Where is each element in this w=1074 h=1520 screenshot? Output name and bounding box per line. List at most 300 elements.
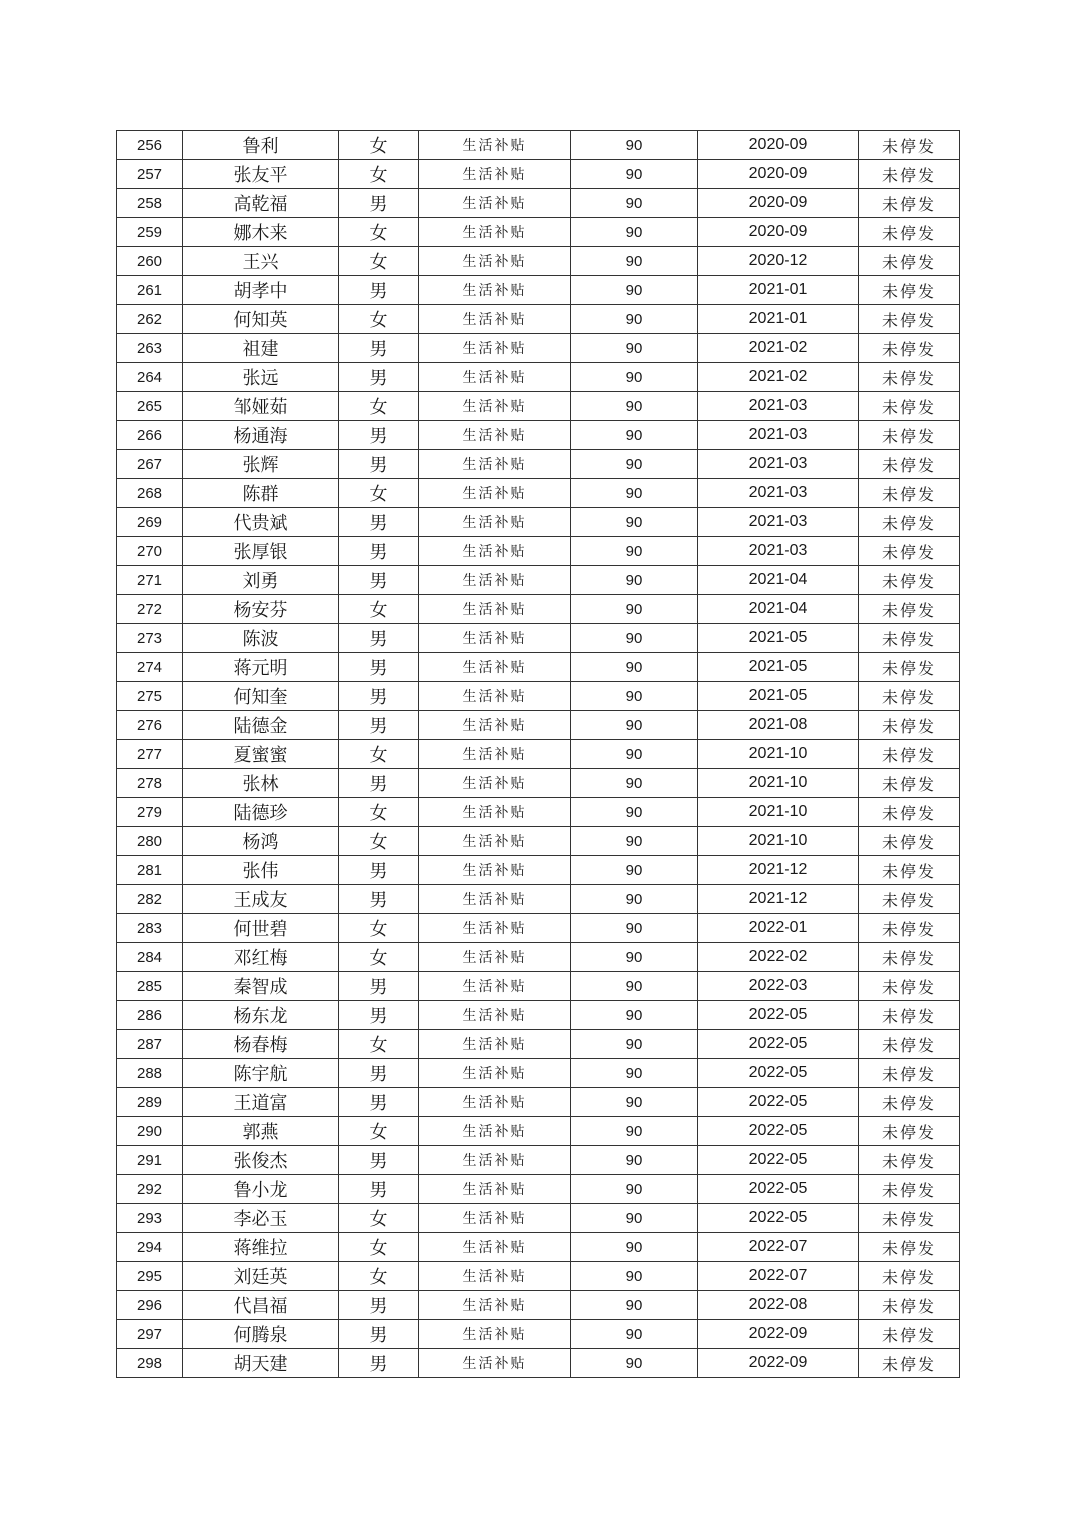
row-number: 269 [117,508,183,537]
row-number: 292 [117,1175,183,1204]
table-row [117,827,960,856]
subsidy-type: 生活补贴 [419,1175,571,1204]
start-date: 2021-03 [698,450,859,479]
table-row [117,421,960,450]
gender-cell: 男 [339,1146,419,1175]
subsidy-amount: 90 [571,537,698,566]
payment-status: 未停发 [859,1262,960,1291]
subsidy-amount: 90 [571,1030,698,1059]
subsidy-type: 生活补贴 [419,218,571,247]
start-date: 2020-12 [698,247,859,276]
person-name: 张厚银 [183,537,339,566]
subsidy-amount: 90 [571,189,698,218]
row-number: 262 [117,305,183,334]
row-number: 293 [117,1204,183,1233]
payment-status: 未停发 [859,1117,960,1146]
subsidy-amount: 90 [571,247,698,276]
subsidy-amount: 90 [571,711,698,740]
subsidy-amount: 90 [571,1233,698,1262]
payment-status: 未停发 [859,885,960,914]
person-name: 陆德珍 [183,798,339,827]
subsidy-amount: 90 [571,1001,698,1030]
subsidy-type: 生活补贴 [419,653,571,682]
subsidy-amount: 90 [571,943,698,972]
start-date: 2022-05 [698,1175,859,1204]
subsidy-amount: 90 [571,218,698,247]
payment-status: 未停发 [859,1030,960,1059]
subsidy-amount: 90 [571,1204,698,1233]
start-date: 2021-04 [698,566,859,595]
start-date: 2022-05 [698,1030,859,1059]
row-number: 295 [117,1262,183,1291]
payment-status: 未停发 [859,972,960,1001]
row-number: 296 [117,1291,183,1320]
table-row [117,305,960,334]
start-date: 2021-03 [698,508,859,537]
start-date: 2022-05 [698,1146,859,1175]
person-name: 何世碧 [183,914,339,943]
start-date: 2022-07 [698,1233,859,1262]
person-name: 杨通海 [183,421,339,450]
payment-status: 未停发 [859,363,960,392]
gender-cell: 男 [339,537,419,566]
table-row [117,392,960,421]
row-number: 266 [117,421,183,450]
table-row [117,334,960,363]
table-row [117,1117,960,1146]
subsidy-amount: 90 [571,276,698,305]
gender-cell: 男 [339,769,419,798]
subsidy-type: 生活补贴 [419,247,571,276]
subsidy-amount: 90 [571,1349,698,1378]
gender-cell: 女 [339,305,419,334]
subsidy-type: 生活补贴 [419,1349,571,1378]
payment-status: 未停发 [859,392,960,421]
table-row [117,653,960,682]
start-date: 2021-03 [698,421,859,450]
table-row [117,508,960,537]
payment-status: 未停发 [859,276,960,305]
subsidy-amount: 90 [571,566,698,595]
subsidy-amount: 90 [571,682,698,711]
row-number: 273 [117,624,183,653]
person-name: 陆德金 [183,711,339,740]
subsidy-type: 生活补贴 [419,682,571,711]
subsidy-amount: 90 [571,1146,698,1175]
person-name: 张辉 [183,450,339,479]
start-date: 2020-09 [698,189,859,218]
payment-status: 未停发 [859,247,960,276]
payment-status: 未停发 [859,1204,960,1233]
row-number: 261 [117,276,183,305]
table-row [117,1059,960,1088]
subsidy-type: 生活补贴 [419,450,571,479]
payment-status: 未停发 [859,1175,960,1204]
row-number: 284 [117,943,183,972]
table-row [117,189,960,218]
payment-status: 未停发 [859,305,960,334]
row-number: 267 [117,450,183,479]
subsidy-type: 生活补贴 [419,566,571,595]
gender-cell: 男 [339,885,419,914]
person-name: 高乾福 [183,189,339,218]
table-row [117,943,960,972]
start-date: 2021-04 [698,595,859,624]
subsidy-amount: 90 [571,1117,698,1146]
table-row [117,1349,960,1378]
subsidy-amount: 90 [571,508,698,537]
person-name: 鲁小龙 [183,1175,339,1204]
row-number: 298 [117,1349,183,1378]
payment-status: 未停发 [859,479,960,508]
start-date: 2021-10 [698,798,859,827]
row-number: 290 [117,1117,183,1146]
gender-cell: 男 [339,972,419,1001]
payment-status: 未停发 [859,856,960,885]
subsidy-type: 生活补贴 [419,1001,571,1030]
row-number: 271 [117,566,183,595]
person-name: 王成友 [183,885,339,914]
subsidy-amount: 90 [571,769,698,798]
table-row [117,624,960,653]
person-name: 杨鸿 [183,827,339,856]
subsidy-amount: 90 [571,479,698,508]
subsidy-type: 生活补贴 [419,827,571,856]
row-number: 272 [117,595,183,624]
subsidy-type: 生活补贴 [419,1030,571,1059]
row-number: 283 [117,914,183,943]
subsidy-type: 生活补贴 [419,972,571,1001]
gender-cell: 男 [339,1059,419,1088]
table-row [117,711,960,740]
row-number: 268 [117,479,183,508]
start-date: 2021-01 [698,305,859,334]
person-name: 夏蜜蜜 [183,740,339,769]
table-row [117,1291,960,1320]
gender-cell: 男 [339,624,419,653]
subsidy-type: 生活补贴 [419,508,571,537]
person-name: 李必玉 [183,1204,339,1233]
person-name: 张俊杰 [183,1146,339,1175]
start-date: 2022-08 [698,1291,859,1320]
payment-status: 未停发 [859,827,960,856]
row-number: 264 [117,363,183,392]
row-number: 278 [117,769,183,798]
subsidy-type: 生活补贴 [419,1088,571,1117]
row-number: 260 [117,247,183,276]
gender-cell: 女 [339,1262,419,1291]
subsidy-type: 生活补贴 [419,1291,571,1320]
person-name: 娜木来 [183,218,339,247]
start-date: 2021-08 [698,711,859,740]
start-date: 2020-09 [698,131,859,160]
table-row [117,682,960,711]
table-row [117,276,960,305]
subsidy-amount: 90 [571,305,698,334]
gender-cell: 女 [339,218,419,247]
payment-status: 未停发 [859,595,960,624]
row-number: 256 [117,131,183,160]
payment-status: 未停发 [859,798,960,827]
person-name: 张远 [183,363,339,392]
gender-cell: 男 [339,276,419,305]
gender-cell: 女 [339,943,419,972]
subsidy-amount: 90 [571,798,698,827]
subsidy-amount: 90 [571,914,698,943]
start-date: 2021-05 [698,624,859,653]
person-name: 蒋维拉 [183,1233,339,1262]
row-number: 287 [117,1030,183,1059]
gender-cell: 男 [339,711,419,740]
gender-cell: 女 [339,827,419,856]
table-row [117,914,960,943]
gender-cell: 男 [339,421,419,450]
gender-cell: 男 [339,682,419,711]
subsidy-type: 生活补贴 [419,1204,571,1233]
row-number: 258 [117,189,183,218]
person-name: 代贵斌 [183,508,339,537]
table-row [117,537,960,566]
subsidy-type: 生活补贴 [419,769,571,798]
person-name: 张友平 [183,160,339,189]
row-number: 275 [117,682,183,711]
table-row [117,740,960,769]
payment-status: 未停发 [859,1088,960,1117]
subsidy-type: 生活补贴 [419,189,571,218]
start-date: 2022-03 [698,972,859,1001]
subsidy-type: 生活补贴 [419,131,571,160]
gender-cell: 女 [339,392,419,421]
table-row [117,1175,960,1204]
gender-cell: 男 [339,856,419,885]
gender-cell: 女 [339,1117,419,1146]
roster-body [117,131,960,1378]
subsidy-type: 生活补贴 [419,1233,571,1262]
person-name: 秦智成 [183,972,339,1001]
payment-status: 未停发 [859,1001,960,1030]
gender-cell: 女 [339,1233,419,1262]
start-date: 2022-09 [698,1349,859,1378]
gender-cell: 男 [339,189,419,218]
payment-status: 未停发 [859,566,960,595]
subsidy-type: 生活补贴 [419,160,571,189]
table-row [117,1001,960,1030]
payment-status: 未停发 [859,1291,960,1320]
start-date: 2022-01 [698,914,859,943]
subsidy-amount: 90 [571,1291,698,1320]
gender-cell: 女 [339,798,419,827]
start-date: 2020-09 [698,160,859,189]
table-row [117,247,960,276]
person-name: 邹娅茹 [183,392,339,421]
subsidy-amount: 90 [571,334,698,363]
subsidy-type: 生活补贴 [419,1262,571,1291]
payment-status: 未停发 [859,131,960,160]
subsidy-type: 生活补贴 [419,1117,571,1146]
gender-cell: 男 [339,1001,419,1030]
person-name: 胡孝中 [183,276,339,305]
person-name: 陈波 [183,624,339,653]
person-name: 陈宇航 [183,1059,339,1088]
gender-cell: 女 [339,131,419,160]
person-name: 杨安芬 [183,595,339,624]
gender-cell: 女 [339,160,419,189]
subsidy-type: 生活补贴 [419,798,571,827]
subsidy-type: 生活补贴 [419,479,571,508]
start-date: 2022-05 [698,1088,859,1117]
subsidy-amount: 90 [571,363,698,392]
person-name: 蒋元明 [183,653,339,682]
subsidy-type: 生活补贴 [419,943,571,972]
gender-cell: 男 [339,653,419,682]
person-name: 祖建 [183,334,339,363]
table-row [117,160,960,189]
row-number: 291 [117,1146,183,1175]
start-date: 2021-12 [698,856,859,885]
table-row [117,363,960,392]
start-date: 2022-09 [698,1320,859,1349]
start-date: 2021-03 [698,537,859,566]
subsidy-type: 生活补贴 [419,856,571,885]
payment-status: 未停发 [859,450,960,479]
start-date: 2022-05 [698,1204,859,1233]
start-date: 2021-12 [698,885,859,914]
table-row [117,1030,960,1059]
row-number: 263 [117,334,183,363]
person-name: 陈群 [183,479,339,508]
subsidy-amount: 90 [571,885,698,914]
gender-cell: 男 [339,334,419,363]
row-number: 265 [117,392,183,421]
person-name: 何腾泉 [183,1320,339,1349]
subsidy-amount: 90 [571,392,698,421]
person-name: 杨东龙 [183,1001,339,1030]
subsidy-type: 生活补贴 [419,740,571,769]
start-date: 2021-01 [698,276,859,305]
payment-status: 未停发 [859,653,960,682]
person-name: 王道富 [183,1088,339,1117]
table-row [117,479,960,508]
subsidy-type: 生活补贴 [419,334,571,363]
payment-status: 未停发 [859,160,960,189]
row-number: 281 [117,856,183,885]
subsidy-type: 生活补贴 [419,305,571,334]
person-name: 杨春梅 [183,1030,339,1059]
payment-status: 未停发 [859,711,960,740]
table-row [117,566,960,595]
subsidy-amount: 90 [571,450,698,479]
subsidy-type: 生活补贴 [419,276,571,305]
subsidy-amount: 90 [571,856,698,885]
payment-status: 未停发 [859,769,960,798]
start-date: 2021-02 [698,363,859,392]
person-name: 胡天建 [183,1349,339,1378]
payment-status: 未停发 [859,421,960,450]
row-number: 270 [117,537,183,566]
row-number: 279 [117,798,183,827]
subsidy-amount: 90 [571,1320,698,1349]
person-name: 鲁利 [183,131,339,160]
row-number: 286 [117,1001,183,1030]
subsidy-type: 生活补贴 [419,1059,571,1088]
gender-cell: 女 [339,1030,419,1059]
subsidy-amount: 90 [571,421,698,450]
subsidy-amount: 90 [571,595,698,624]
subsidy-amount: 90 [571,131,698,160]
payment-status: 未停发 [859,943,960,972]
subsidy-type: 生活补贴 [419,392,571,421]
table-row [117,450,960,479]
subsidy-type: 生活补贴 [419,537,571,566]
subsidy-amount: 90 [571,740,698,769]
gender-cell: 男 [339,508,419,537]
row-number: 294 [117,1233,183,1262]
table-row [117,1262,960,1291]
payment-status: 未停发 [859,189,960,218]
subsidy-type: 生活补贴 [419,624,571,653]
person-name: 刘廷英 [183,1262,339,1291]
gender-cell: 女 [339,740,419,769]
subsidy-amount: 90 [571,827,698,856]
payment-status: 未停发 [859,682,960,711]
start-date: 2021-10 [698,827,859,856]
payment-status: 未停发 [859,508,960,537]
person-name: 张伟 [183,856,339,885]
row-number: 282 [117,885,183,914]
row-number: 297 [117,1320,183,1349]
gender-cell: 男 [339,363,419,392]
row-number: 259 [117,218,183,247]
subsidy-type: 生活补贴 [419,1146,571,1175]
start-date: 2021-03 [698,479,859,508]
subsidy-amount: 90 [571,160,698,189]
person-name: 邓红梅 [183,943,339,972]
person-name: 何知英 [183,305,339,334]
subsidy-type: 生活补贴 [419,421,571,450]
gender-cell: 男 [339,1175,419,1204]
payment-status: 未停发 [859,740,960,769]
person-name: 何知奎 [183,682,339,711]
subsidy-amount: 90 [571,1175,698,1204]
subsidy-amount: 90 [571,1262,698,1291]
start-date: 2022-05 [698,1059,859,1088]
table-row [117,798,960,827]
row-number: 280 [117,827,183,856]
subsidy-amount: 90 [571,1059,698,1088]
person-name: 郭燕 [183,1117,339,1146]
gender-cell: 男 [339,450,419,479]
gender-cell: 女 [339,595,419,624]
table-row [117,1204,960,1233]
start-date: 2022-05 [698,1117,859,1146]
subsidy-amount: 90 [571,624,698,653]
subsidy-roster-table [116,130,960,1378]
gender-cell: 男 [339,1088,419,1117]
subsidy-amount: 90 [571,1088,698,1117]
payment-status: 未停发 [859,334,960,363]
table-row [117,885,960,914]
start-date: 2022-07 [698,1262,859,1291]
subsidy-type: 生活补贴 [419,885,571,914]
gender-cell: 女 [339,479,419,508]
start-date: 2021-02 [698,334,859,363]
subsidy-type: 生活补贴 [419,363,571,392]
subsidy-amount: 90 [571,972,698,1001]
person-name: 刘勇 [183,566,339,595]
payment-status: 未停发 [859,1146,960,1175]
start-date: 2021-10 [698,769,859,798]
person-name: 王兴 [183,247,339,276]
